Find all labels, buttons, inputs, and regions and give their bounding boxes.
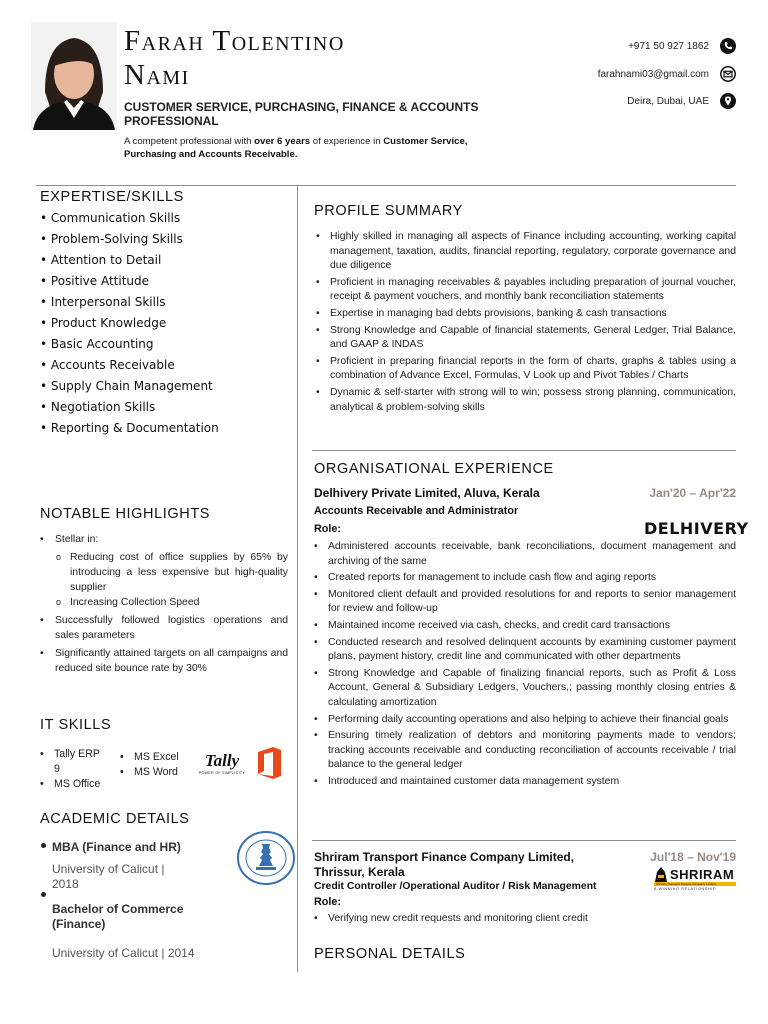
phone-icon xyxy=(720,38,736,54)
academic-school-1: University of Calicut | 2018 xyxy=(52,862,165,891)
location-text: Deira, Dubai, UAE xyxy=(627,95,709,107)
skill-item: • Attention to Detail xyxy=(40,250,290,271)
job-1-company: Delhivery Private Limited, Aluva, Kerala xyxy=(314,486,540,500)
it-skill-item: • Tally ERP 9 xyxy=(40,747,104,777)
profile-item: • Dynamic & self-starter with strong will to win; possess strong planning, communication, analytical & problem-solving skills xyxy=(314,386,736,415)
highlights-heading: NOTABLE HIGHLIGHTS xyxy=(40,506,211,522)
skill-item: • Positive Attitude xyxy=(40,271,290,292)
profile-divider xyxy=(312,450,736,451)
it-skill-item: • MS Word xyxy=(120,765,200,780)
duty-item: • Monitored client default and provided resolutions for and reports to senior management for review and follow-up xyxy=(312,588,736,617)
academic-degree-2: Bachelor of Commerce (Finance) xyxy=(52,902,184,931)
skill-item: • Interpersonal Skills xyxy=(40,292,290,313)
tally-logo-text: Tally xyxy=(204,751,240,770)
skill-item: • Communication Skills xyxy=(40,208,290,229)
skill-item: • Problem-Solving Skills xyxy=(40,229,290,250)
skill-item: • Accounts Receivable xyxy=(40,355,290,376)
contact-email[interactable] xyxy=(536,66,736,82)
skills-list xyxy=(40,208,290,439)
skill-item: • Supply Chain Management xyxy=(40,376,290,397)
job-2-dates: Jul'18 – Nov'19 xyxy=(650,850,736,864)
profile-item: • Proficient in managing receivables & payables including preparation of journal voucher, receipt & payment vouchers, and monthly bank reconciliation statements xyxy=(314,276,736,305)
skill-item: • Product Knowledge xyxy=(40,313,290,334)
tagline-fields: Customer Service, Purchasing and Accounts Receivable. xyxy=(124,136,468,160)
profile-item: • Expertise in managing bad debts provisions, banking & cash transactions xyxy=(314,307,736,322)
job-1-position: Accounts Receivable and Administrator xyxy=(314,505,519,517)
job-1-duties xyxy=(312,540,736,792)
academic-bullet xyxy=(41,892,46,897)
duty-item: • Conducted research and resolved delinquent accounts by examining customer payment plans, payment history, credit line and communicated with other departments xyxy=(312,636,736,665)
duty-item: • Strong Knowledge and Capable of finalizing financial reports, such as Profit & Loss Account, General & Subsidiary Ledgers, Vouchers,; passing monthly closing entries & calculating amortization xyxy=(312,667,736,711)
email-icon xyxy=(720,66,736,82)
it-skills-heading: IT SKILLS xyxy=(40,717,112,733)
shriram-logo-text: SHRIRAM xyxy=(670,866,735,882)
skill-item: • Basic Accounting xyxy=(40,334,290,355)
highlight-subitem: o Reducing cost of office supplies by 65% by introducing a less expensive but high-quality supplier xyxy=(40,550,288,595)
person-portrait-icon xyxy=(31,22,117,130)
name-line-1: Farah Tolentino xyxy=(124,25,345,57)
header-divider xyxy=(36,185,736,186)
profile-item: • Strong Knowledge and Capable of financial statements, General Ledger, Trial Balance, and GAAP & INDAS xyxy=(314,324,736,353)
profile-item: • Proficient in preparing financial reports in the form of charts, graphs & tables using a combination of Advance Excel, Formulas, V Look up and Pivot Tables / Charts xyxy=(314,355,736,384)
candidate-name xyxy=(124,24,524,92)
experience-heading: ORGANISATIONAL EXPERIENCE xyxy=(314,461,554,477)
delhivery-logo: DELHIVERY xyxy=(644,519,749,538)
highlights-list xyxy=(40,532,288,679)
duty-item: • Performing daily accounting operations and also helping to achieve their financial goals xyxy=(312,713,736,728)
tagline xyxy=(124,135,504,161)
highlight-subitem: o Increasing Collection Speed xyxy=(40,595,288,610)
phone-text[interactable]: +971 50 927 1862 xyxy=(628,40,709,52)
job-2-role-label: Role: xyxy=(314,896,341,908)
tally-logo xyxy=(194,752,250,775)
duty-item: • Maintained income received via cash, checks, and credit card transactions xyxy=(312,619,736,634)
profile-photo xyxy=(31,22,117,130)
profile-summary-list xyxy=(314,230,736,417)
tally-logo-tagline: POWER OF SIMPLICITY xyxy=(198,771,246,775)
duty-item: • Verifying new credit requests and monitoring client credit xyxy=(312,912,612,927)
duty-item: • Created reports for management to include cash flow and aging reports xyxy=(312,571,736,586)
job-2-duties xyxy=(312,912,612,929)
highlight-stellar: Stellar in: xyxy=(55,534,99,545)
tagline-text-1: A competent professional with xyxy=(124,136,255,147)
academic-degree-1: MBA (Finance and HR) xyxy=(52,840,181,854)
university-seal-icon xyxy=(236,830,296,886)
tagline-years: over 6 years xyxy=(254,136,311,147)
highlight-item xyxy=(40,532,288,547)
shriram-logo-tagline: A WINNING RELATIONSHIP xyxy=(654,887,717,891)
job-2-company: Shriram Transport Finance Company Limited, Thrissur, Kerala xyxy=(314,850,575,879)
job-2-position: Credit Controller /Operational Auditor / Risk Management xyxy=(314,881,597,892)
shriram-logo xyxy=(654,866,736,891)
duty-item: • Introduced and maintained customer data management system xyxy=(312,775,736,790)
highlight-item: • Successfully followed logistics operations and sales parameters xyxy=(40,613,288,643)
job-1-dates: Jan'20 – Apr'22 xyxy=(649,486,736,500)
location-pin-icon xyxy=(720,93,736,109)
skill-item: • Negotiation Skills xyxy=(40,397,290,418)
academic-heading: ACADEMIC DETAILS xyxy=(40,811,190,827)
personal-details-heading: PERSONAL DETAILS xyxy=(314,946,466,962)
column-divider xyxy=(297,185,298,972)
professional-title: CUSTOMER SERVICE, PURCHASING, FINANCE & ACCOUNTS PROFESSIONAL xyxy=(124,100,479,128)
tagline-text-2: of experience in xyxy=(310,136,384,147)
name-line-2: Nami xyxy=(124,59,190,91)
academic-bullet xyxy=(41,843,46,848)
it-skill-item: • MS Excel xyxy=(120,750,200,765)
shriram-logo-sub: Shriram Transport Finance Company Limited xyxy=(654,882,736,886)
skills-heading: EXPERTISE/SKILLS xyxy=(40,189,184,205)
academic-school-2: University of Calicut | 2014 xyxy=(52,946,195,960)
shriram-emblem-icon xyxy=(654,866,668,882)
highlight-item: • Significantly attained targets on all campaigns and reduced site bounce rate by 30% xyxy=(40,646,288,676)
duty-item: • Ensuring timely realization of debtors and monitoring payments made to vendors; tracking accounts receivable and conducting reconciliation of accounts receivable / trial balance to the general ledger xyxy=(312,729,736,773)
contact-location xyxy=(536,93,736,109)
it-skills-col-1 xyxy=(40,747,104,792)
ms-office-logo-icon xyxy=(254,746,284,780)
profile-item: • Highly skilled in managing all aspects of Finance including accounting, working capital management, taxation, audits, financial reporting, regulatory, corporate governance and due diligence xyxy=(314,230,736,274)
it-skills-col-2 xyxy=(120,750,200,780)
contact-phone[interactable] xyxy=(536,38,736,54)
it-skill-item: • MS Office xyxy=(40,777,104,792)
skill-item: • Reporting & Documentation xyxy=(40,418,290,439)
duty-item: • Administered accounts receivable, bank reconciliations, document management and archiving of the same xyxy=(312,540,736,569)
profile-summary-heading: PROFILE SUMMARY xyxy=(314,203,463,219)
job-1-role-label: Role: xyxy=(314,523,341,535)
email-text[interactable]: farahnami03@gmail.com xyxy=(597,68,709,80)
experience-divider xyxy=(312,840,736,841)
